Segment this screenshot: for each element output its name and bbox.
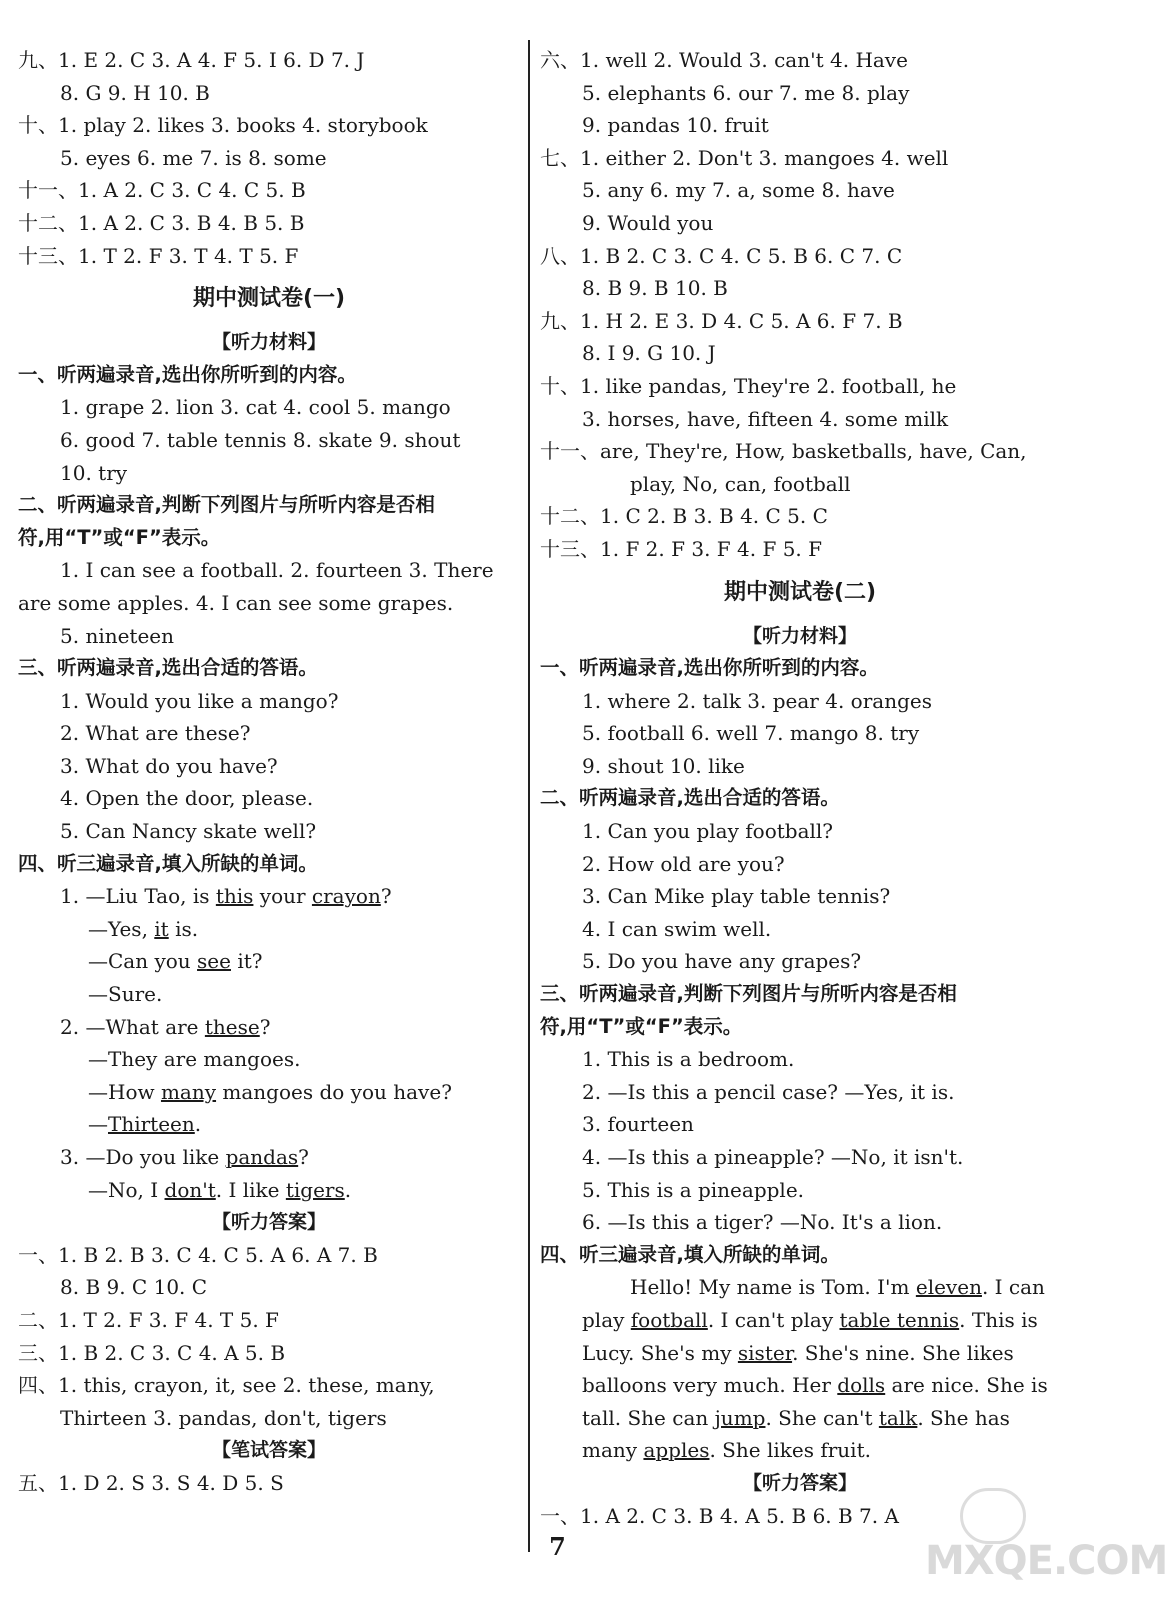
question-heading: 符,用“T”或“F”表示。 [540, 1014, 743, 1038]
answer-line: Thirteen 3. pandas, don't, tigers [60, 1405, 387, 1430]
page-number: 7 [549, 1532, 566, 1561]
question-heading: 四、听三遍录音,填入所缺的单词。 [18, 851, 318, 875]
dialogue-line: 3. —Do you like pandas? [60, 1145, 309, 1169]
answer-line: 七、1. either 2. Don't 3. mangoes 4. well [540, 145, 949, 170]
answer-line: 8. G 9. H 10. B [60, 80, 210, 105]
passage-line: play football. I can't play table tennis. This is [582, 1307, 1038, 1332]
passage-line: Lucy. She's my sister. She's nine. She likes [582, 1340, 1014, 1365]
listening-line: 1. This is a bedroom. [582, 1047, 795, 1072]
listening-line: 6. —Is this a tiger? —No. It's a lion. [582, 1210, 943, 1235]
answer-line: play, No, can, football [630, 471, 851, 496]
dialogue-line: —Can you see it? [88, 949, 263, 974]
dialogue-line: —How many mangoes do you have? [88, 1079, 452, 1104]
answer-line: 9. pandas 10. fruit [582, 113, 769, 138]
section-label: 【笔试答案】 [211, 1439, 326, 1462]
section-label: 【听力答案】 [211, 1211, 326, 1234]
listening-line: 2. —Is this a pencil case? —Yes, it is. [582, 1079, 955, 1104]
listening-line: 5. Do you have any grapes? [582, 949, 862, 974]
question-heading: 三、听两遍录音,选出合适的答语。 [18, 656, 318, 680]
dialogue-line: —No, I don't. I like tigers. [88, 1177, 352, 1202]
listening-line: 4. —Is this a pineapple? —No, it isn't. [582, 1145, 964, 1169]
answer-line: 五、1. D 2. S 3. S 4. D 5. S [18, 1470, 284, 1495]
answer-line: 8. B 9. B 10. B [582, 276, 728, 301]
right-column [540, 44, 1060, 1532]
passage-line: Hello! My name is Tom. I'm eleven. I can [630, 1275, 1045, 1300]
passage-line: tall. She can jump. She can't talk. She has [582, 1405, 1010, 1430]
watermark-text: MXQE.COM [925, 1538, 1167, 1584]
section-label: 【听力材料】 [211, 331, 326, 354]
listening-line: are some apples. 4. I can see some grapes. [18, 590, 454, 615]
listening-line: 1. grape 2. lion 3. cat 4. cool 5. mango [60, 395, 451, 420]
listening-line: 10. try [60, 460, 128, 485]
listening-line: 6. good 7. table tennis 8. skate 9. shout [60, 427, 461, 452]
answer-line: 十三、1. T 2. F 3. T 4. T 5. F [18, 243, 299, 268]
listening-line: 5. Can Nancy skate well? [60, 819, 317, 844]
listening-line: 4. Open the door, please. [60, 786, 314, 811]
question-heading: 符,用“T”或“F”表示。 [18, 525, 221, 549]
answer-line: 十、1. play 2. likes 3. books 4. storybook [18, 113, 428, 138]
answer-line: 十三、1. F 2. F 3. F 4. F 5. F [540, 536, 823, 561]
section-label: 【听力材料】 [742, 624, 857, 647]
question-heading: 三、听两遍录音,判断下列图片与所听内容是否相 [540, 982, 957, 1006]
answer-line: 8. I 9. G 10. J [582, 341, 716, 366]
watermark [905, 1488, 1167, 1588]
answer-line: 十二、1. C 2. B 3. B 4. C 5. C [540, 504, 828, 529]
answer-line: 九、1. E 2. C 3. A 4. F 5. I 6. D 7. J [18, 48, 365, 72]
answer-line: 六、1. well 2. Would 3. can't 4. Have [540, 48, 908, 72]
dialogue-line: —Thirteen. [88, 1112, 202, 1137]
passage-line: balloons very much. Her dolls are nice. She is [582, 1373, 1048, 1398]
listening-line: 9. shout 10. like [582, 753, 745, 778]
listening-line: 2. How old are you? [582, 851, 785, 876]
question-heading: 二、听两遍录音,选出合适的答语。 [540, 786, 840, 810]
question-heading: 一、听两遍录音,选出你所听到的内容。 [18, 362, 357, 386]
answer-line: 十一、are, They're, How, basketballs, have, Can, [540, 439, 1027, 464]
question-heading: 一、听两遍录音,选出你所听到的内容。 [540, 656, 879, 680]
answer-line: 9. Would you [582, 210, 714, 235]
answer-line: 二、1. T 2. F 3. F 4. T 5. F [18, 1307, 279, 1332]
question-heading: 二、听两遍录音,判断下列图片与所听内容是否相 [18, 493, 435, 517]
listening-line: 1. Would you like a mango? [60, 688, 339, 713]
listening-line: 5. nineteen [60, 623, 175, 648]
listening-line: 3. What do you have? [60, 753, 278, 778]
section-label: 【听力答案】 [742, 1471, 857, 1494]
listening-line: 1. Can you play football? [582, 819, 834, 844]
dialogue-line: 1. —Liu Tao, is this your crayon? [60, 884, 392, 909]
listening-line: 1. where 2. talk 3. pear 4. oranges [582, 688, 932, 713]
listening-line: 4. I can swim well. [582, 916, 772, 941]
answer-line: 八、1. B 2. C 3. C 4. C 5. B 6. C 7. C [540, 243, 903, 268]
test-title: 期中测试卷(二) [723, 579, 877, 605]
answer-line: 8. B 9. C 10. C [60, 1275, 208, 1300]
test-title: 期中测试卷(一) [192, 286, 346, 312]
answer-circle-logo-icon [960, 1488, 1026, 1544]
answer-line: 十、1. like pandas, They're 2. football, he [540, 373, 957, 398]
answer-line: 一、1. B 2. B 3. C 4. C 5. A 6. A 7. B [18, 1242, 378, 1267]
answer-line: 三、1. B 2. C 3. C 4. A 5. B [18, 1340, 286, 1365]
answer-line: 3. horses, have, fifteen 4. some milk [582, 406, 949, 431]
listening-line: 3. fourteen [582, 1112, 694, 1137]
answer-line: 一、1. A 2. C 3. B 4. A 5. B 6. B 7. A [540, 1503, 899, 1528]
dialogue-line: —Yes, it is. [88, 916, 199, 941]
listening-line: 5. This is a pineapple. [582, 1177, 805, 1202]
answer-line: 十二、1. A 2. C 3. B 4. B 5. B [18, 210, 305, 235]
left-column [18, 44, 520, 1500]
listening-line: 3. Can Mike play table tennis? [582, 884, 891, 909]
answer-line: 十一、1. A 2. C 3. C 4. C 5. B [18, 178, 306, 203]
dialogue-line: —Sure. [88, 982, 163, 1007]
dialogue-line: 2. —What are these? [60, 1014, 271, 1039]
column-divider [528, 40, 530, 1552]
answer-line: 九、1. H 2. E 3. D 4. C 5. A 6. F 7. B [540, 308, 903, 333]
question-heading: 四、听三遍录音,填入所缺的单词。 [540, 1242, 840, 1266]
passage-line: many apples. She likes fruit. [582, 1438, 871, 1463]
answer-line: 5. elephants 6. our 7. me 8. play [582, 80, 910, 105]
answer-line: 5. any 6. my 7. a, some 8. have [582, 178, 895, 203]
listening-line: 2. What are these? [60, 721, 251, 746]
listening-line: 5. football 6. well 7. mango 8. try [582, 721, 920, 746]
answer-line: 四、1. this, crayon, it, see 2. these, many, [18, 1373, 435, 1398]
dialogue-line: —They are mangoes. [88, 1047, 301, 1072]
listening-line: 1. I can see a football. 2. fourteen 3. There [60, 558, 494, 583]
answer-line: 5. eyes 6. me 7. is 8. some [60, 145, 327, 170]
